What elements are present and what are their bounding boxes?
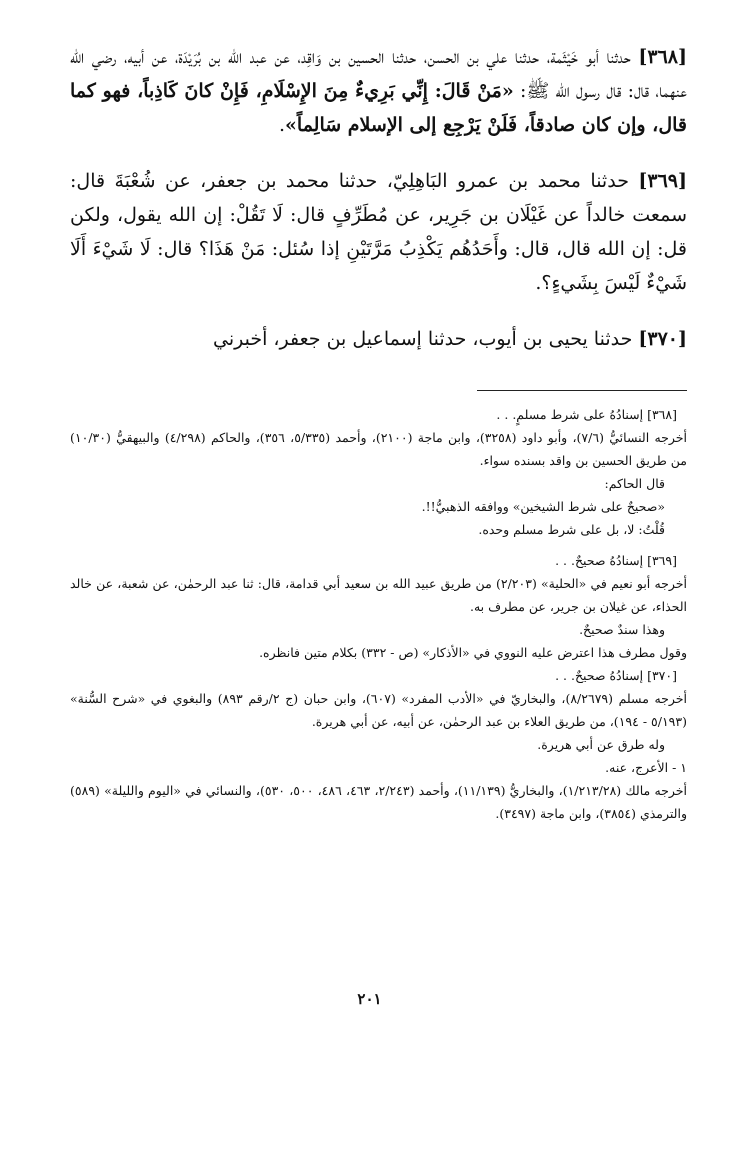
footnote-368-line: قال الحاكم: bbox=[604, 476, 665, 491]
footnote-369-line: أخرجه أبو نعيم في «الحلية» (٢/٢٠٣) من طريق عبيد الله بن سعيد أبي قدامة، قال: ثنا عبد الرحمٰن، عن شعبة، عن خالد الحذاء، عن غيلان بن جرير، عن مطرف به. bbox=[70, 576, 688, 614]
footnote-368-line: «صحيحٌ على شرط الشيخين» ووافقه الذهبيُّ!!. bbox=[421, 499, 665, 514]
hadith-text: حدثنا يحيى بن أيوب، حدثنا إسماعيل بن جعفر، أخبرني bbox=[212, 328, 639, 350]
hadith-text: حدثنا أبو خَيْثَمة، حدثنا علي بن الحسن، حدثنا الحسين بن وَاقِد، عن عبد الله بن بُرَيْدَة، عن أبيه، رضي الله عنهما، قال: قال رسول الله ﷺ: bbox=[70, 46, 687, 102]
hadith-quote: «مَنْ قَالَ: إِنِّي بَرِيءٌ مِنَ الإِسْلَامِ، فَإِنْ كانَ كَاذِباً، فهو كما قال، وإن كان صادقاً، فَلَنْ يَرْجِع إلى الإسلام سَالِماً» bbox=[70, 80, 687, 136]
page-number: ٢٠١ bbox=[357, 990, 382, 1008]
footnotes bbox=[70, 403, 687, 825]
footnote-370-line: وله طرق عن أبي هريرة. bbox=[537, 737, 665, 752]
hadith-370 bbox=[70, 322, 687, 356]
hadith-number: [٣٦٩] bbox=[638, 170, 687, 192]
footnote-369-line: وقول مطرف هذا اعترض عليه النووي في «الأذكار» (ص - ٣٣٢) بكلام متين فانظره. bbox=[259, 645, 687, 660]
footnote-368-line: أخرجه النسائيُّ (٧/٦)، وأبو داود (٣٢٥٨)، وابن ماجة (٢١٠٠)، وأحمد (٥/٣٣٥، ٣٥٦)، والحاكم (٤/٢٩٨) والبيهقيُّ (١٠/٣٠) من طريق الحسين بن واقد بسنده سواء. bbox=[70, 430, 687, 468]
hadith-number: [٣٧٠] bbox=[638, 328, 687, 350]
footnote-370-line: ١ - الأعرج، عنه. bbox=[605, 760, 687, 775]
hadith-text-end: . bbox=[278, 114, 286, 136]
hadith-368 bbox=[70, 40, 687, 142]
hadith-number: [٣٦٨] bbox=[638, 46, 687, 68]
footnote-368-line: قُلْتُ: لا، بل على شرط مسلم وحده. bbox=[478, 522, 665, 537]
footnote-370-heading: [٣٧٠] إسنادُهُ صحيحٌ. . . bbox=[555, 668, 677, 683]
book-page bbox=[70, 40, 687, 825]
hadith-text: حدثنا محمد بن عمرو البَاهِلِيّ، حدثنا محمد بن جعفر، عن شُعْبَةَ قال: سمعت خالداً عن غَيْلَان بن جَرِير، عن مُطَرِّفٍ قال: لَا تَقُلْ: إن الله يقول، ولكن قل: إن الله قال، قال: وأَحَدُهُم يَكْذِبُ مَرَّتَيْنِ إذا سُئل: مَنْ هَذَا؟ قال: لَا شَيْءَ أَلَا شَيْءٌ لَيْسَ بِشَيءٍ؟. bbox=[70, 170, 687, 294]
footnote-369-heading: [٣٦٩] إسنادُهُ صحيحٌ. . . bbox=[555, 553, 677, 568]
hadith-369 bbox=[70, 164, 687, 300]
footnote-368-heading: [٣٦٨] إسنادُهُ على شرط مسلمٍ. . . bbox=[496, 407, 677, 422]
footnote-divider bbox=[477, 390, 687, 391]
footnote-370-line: أخرجه مالك (١/٢١٣/٢٨)، والبخاريُّ (١١/١٣٩)، وأحمد (٢/٢٤٣، ٤٦٣، ٤٨٦، ٥٠٠، ٥٣٠)، والنسائي في «اليوم والليلة» (٥٨٩) والترمذي (٣٨٥٤)، وابن ماجة (٣٤٩٧). bbox=[70, 783, 687, 821]
footnote-369-line: وهذا سندٌ صحيحٌ. bbox=[579, 622, 665, 637]
footnote-370-line: أخرجه مسلم (٨/٢٦٧٩)، والبخاريّ في «الأدب المفرد» (٦٠٧)، وابن حبان (ج ٢/رقم ٨٩٣) والبغوي في «شرح السُّنة» (٥/١٩٣ - ١٩٤)، من طريق العلاء بن عبد الرحمٰن، عن أبيه، عن أبي هريرة. bbox=[70, 691, 687, 729]
